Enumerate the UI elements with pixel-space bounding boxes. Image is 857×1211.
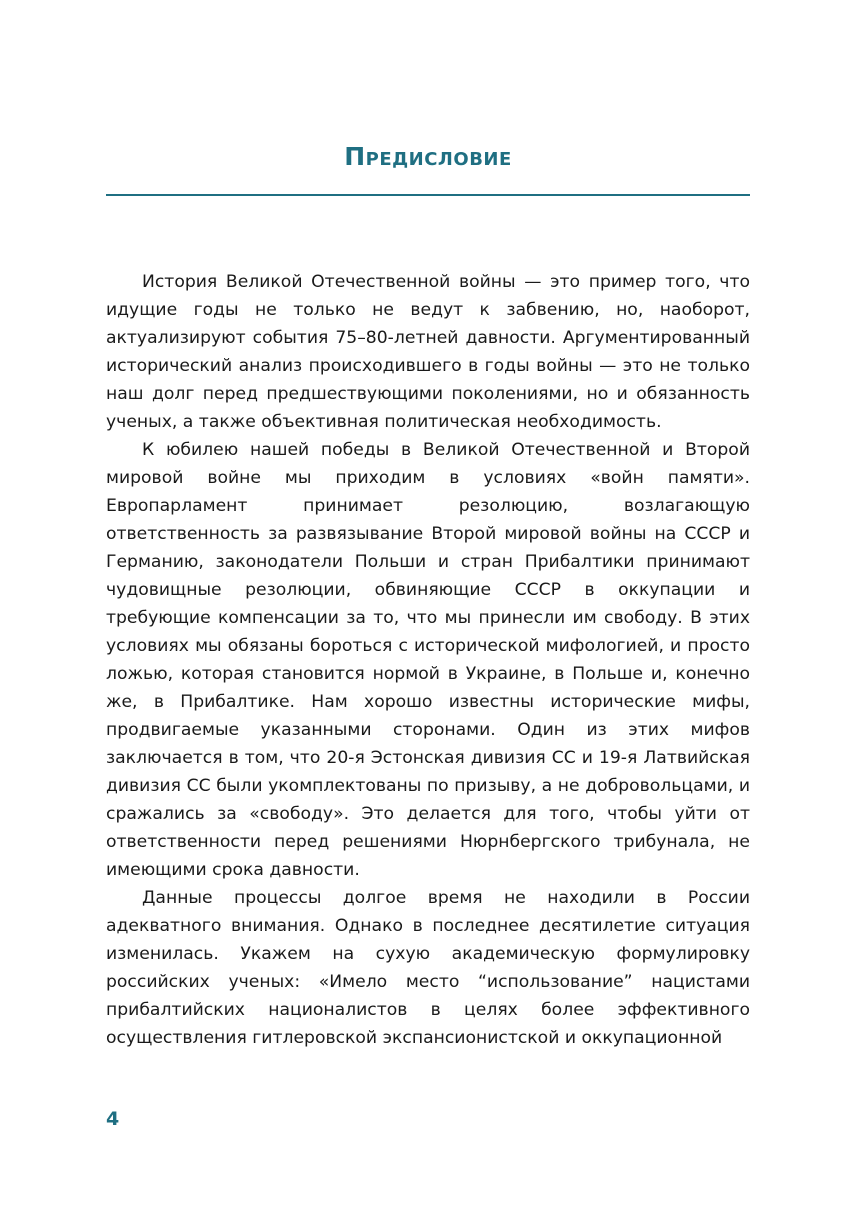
heading-rule xyxy=(106,194,750,196)
page-number: 4 xyxy=(106,1108,120,1130)
paragraph: Данные процессы долгое время не находили в России адекватного внимания. Однако в последнее десятилетие ситуация изменилась. Укажем на сухую академическую формулировку российских ученых: «Имело место “использование” нацистами прибалтийских националистов в целях более эффективного осуществления гитлеровской экспансионистской и оккупационной xyxy=(106,888,750,1048)
chapter-heading: Предисловие xyxy=(344,142,512,171)
body-text xyxy=(106,268,750,1052)
paragraph: К юбилею нашей победы в Великой Отечественной и Второй мировой войне мы приходим в условиях «войн памяти». Европарламент принимает резолюцию, возлагающую ответственность за развязывание Второй мировой войны на СССР и Германию, законодатели Польши и стран Прибалтики принимают чудовищные резолюции, обвиняющие СССР в оккупации и требующие компенсации за то, что мы принесли им свободу. В этих условиях мы обязаны бороться с исторической мифологией, и просто ложью, которая становится нормой в Украине, в Польше и, конечно же, в Прибалтике. Нам хорошо известны исторические мифы, продвигаемые указанными сторонами. Один из этих мифов заключается в том, что 20-я Эстонская дивизия СС и 19-я Латвийская дивизия СС были укомплектованы по призыву, а не добровольцами, и сражались за «свободу». Это делается для того, чтобы уйти от ответственности перед решениями Нюрнбергского трибунала, не имеющими срока давности. xyxy=(106,440,750,880)
paragraph: История Великой Отечественной войны — это пример того, что идущие годы не только не ведут к забвению, но, наоборот, актуализируют события 75–80-летней давности. Аргументированный исторический анализ происходившего в годы войны — это не только наш долг перед предшествующими поколениями, но и обязанность ученых, а также объективная политическая необходимость. xyxy=(106,272,750,432)
